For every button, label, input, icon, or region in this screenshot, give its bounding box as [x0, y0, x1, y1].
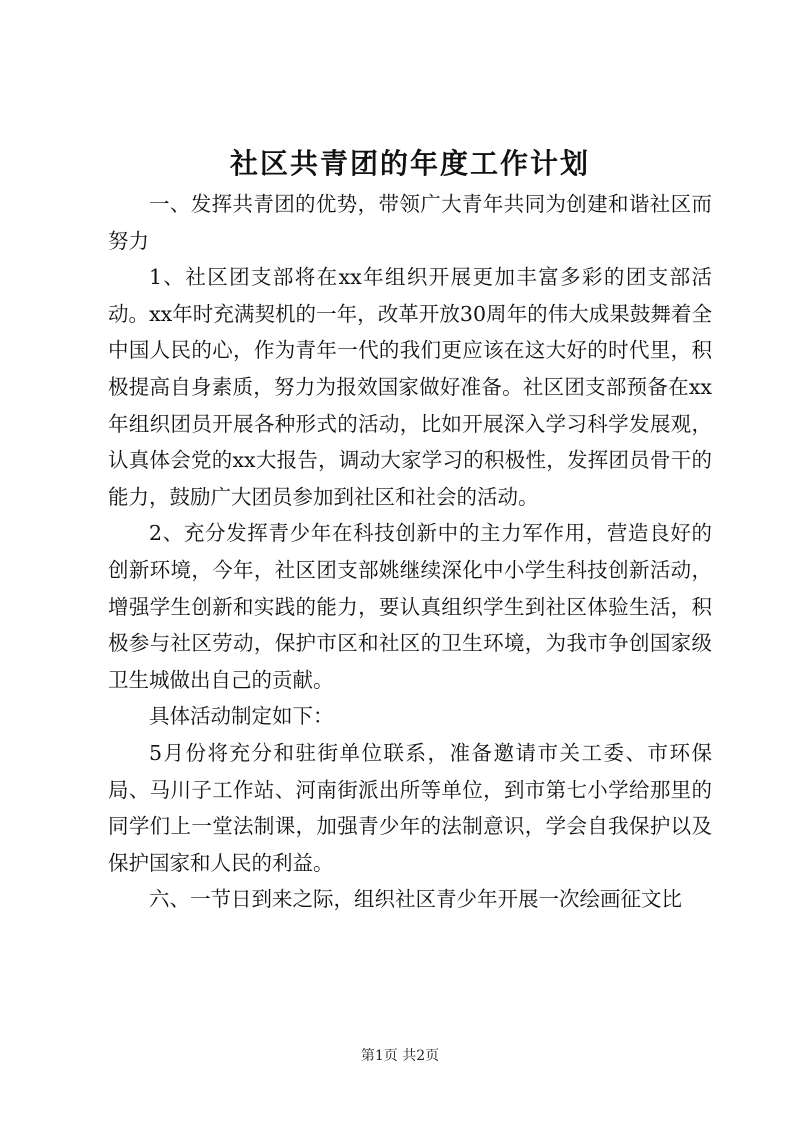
paragraph: 六、一节日到来之际，组织社区青少年开展一次绘画征文比 [149, 887, 682, 912]
paragraph: 一、发挥共青团的优势，带领广大青年共同为创建和谐社区而努力 [108, 192, 712, 253]
page-number-footer: 第1页 共2页 [360, 1048, 440, 1064]
document-title: 社区共青团的年度工作计划 [229, 147, 590, 180]
document-body [108, 186, 712, 918]
paragraph: 具体活动制定如下： [149, 704, 334, 729]
paragraph: 5月份将充分和驻街单位联系，准备邀请市关工委、市环保局、马川子工作站、河南街派出所等单位，到市第七小学给那里的同学们上一堂法制课，加强青少年的法制意识，学会自我保护以及保护国家和人民的利益。 [108, 740, 712, 875]
paragraph: 2、充分发挥青少年在科技创新中的主力军作用，营造良好的创新环境，今年，社区团支部姚继续深化中小学生科技创新活动，增强学生创新和实践的能力，要认真组织学生到社区体验生活，积极参与社区劳动，保护市区和社区的卫生环境，为我市争创国家级卫生城做出自己的贡献。 [108, 521, 712, 692]
paragraph: 1、社区团支部将在xx年组织开展更加丰富多彩的团支部活动。xx年时充满契机的一年，改革开放30周年的伟大成果鼓舞着全中国人民的心，作为青年一代的我们更应该在这大好的时代里，积极提高自身素质，努力为报效国家做好准备。社区团支部预备在xx年组织团员开展各种形式的活动，比如开展深入学习科学发展观，认真体会党的xx大报告，调动大家学习的积极性，发挥团员骨干的能力，鼓励广大团员参加到社区和社会的活动。 [108, 265, 712, 509]
